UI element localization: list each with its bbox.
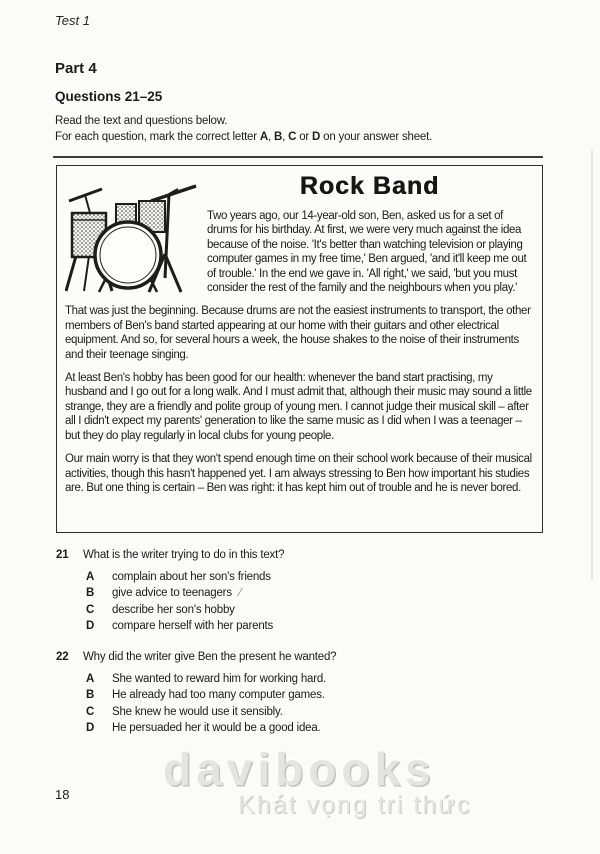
instruction-text: For each question, mark the correct letter [55, 131, 260, 143]
instruction-line-2: For each question, mark the correct letter A, B, C or D on your answer sheet. [55, 131, 433, 143]
option-21-b [86, 585, 538, 601]
option-letter: A [86, 673, 95, 685]
option-letter: A [86, 571, 95, 583]
part-heading: Part 4 [55, 60, 97, 77]
drum-kit-icon [65, 178, 199, 296]
watermark-brand: davibooks [163, 743, 436, 795]
passage-box [56, 165, 543, 533]
separator-rule [53, 156, 543, 158]
option-22-a [86, 671, 538, 687]
option-22-c [86, 704, 538, 720]
options-list [86, 569, 538, 634]
running-head: Test 1 [55, 13, 90, 28]
question-text: What is the writer trying to do in this text? [83, 549, 285, 561]
option-21-a [86, 569, 538, 585]
letter-b-bold: B [274, 131, 283, 143]
letter-d-bold: D [312, 131, 321, 143]
option-text: She wanted to reward him for working hard. [112, 673, 327, 685]
watermark-tagline: Khát vọng tri thức [238, 791, 472, 819]
letter-c-bold: C [288, 131, 297, 143]
option-22-d [86, 720, 538, 736]
option-text: She knew he would use it sensibly. [112, 705, 283, 718]
letter-a-bold: A [259, 131, 268, 143]
option-text: give advice to teenagers [112, 587, 232, 600]
question-22 [56, 651, 538, 736]
option-text: describe her son's hobby [112, 603, 235, 616]
option-21-d [86, 618, 538, 634]
passage-title: Rock Band [299, 172, 440, 200]
scan-edge-artifact [591, 150, 593, 580]
option-text: compare herself with her parents [112, 619, 274, 632]
option-22-b [86, 687, 538, 703]
option-letter: B [86, 689, 95, 702]
passage-paragraph-2: That was just the beginning. Because drums are not the easiest instruments to transport, the other members of Ben's band started appearing at our home with their guitars and other electrical equipment. And so, for several hours a week, the house shakes to the noise of their instruments and their teenage singing. [65, 305, 531, 361]
option-text: complain about her son's friends [112, 571, 271, 583]
option-letter: C [86, 705, 95, 718]
option-text: He persuaded her it would be a good idea. [112, 721, 321, 734]
passage-paragraph-1: Two years ago, our 14-year-old son, Ben, asked us for a set of drums for his birthday. At first, we were very much against the idea because of the noise. 'It's better than watching television or playing computer games in my free time,' Ben argued, 'and it'll keep me out of trouble.' In the end we gave in. 'All right,' we said, 'but you must consider the rest of the family and the neighbours when you play.' [207, 210, 527, 295]
option-letter: B [86, 587, 95, 600]
option-text: He already had too many computer games. [112, 689, 325, 702]
option-letter: C [86, 603, 95, 616]
option-letter: D [86, 619, 95, 632]
pencil-slash-mark: / [237, 587, 242, 600]
instruction-line-1: Read the text and questions below. [55, 115, 228, 127]
question-text: Why did the writer give Ben the present he wanted? [83, 651, 337, 663]
question-number: 21 [56, 549, 69, 561]
question-21 [56, 549, 538, 634]
question-number: 22 [56, 651, 69, 663]
page-number: 18 [55, 787, 70, 802]
passage-paragraph-3: At least Ben's hobby has been good for our health: whenever the band start practising, my husband and I go out for a long walk. And I must admit that, although their music may sound a little strange, they are a friendly and polite group of young men. I cannot judge their musical skill – after all I didn't expect my parents' generation to like the same music as I did when I was a teenager – but they do play regularly in local clubs for young people. [65, 372, 532, 442]
options-list [86, 671, 538, 736]
questions-range-heading: Questions 21–25 [55, 89, 163, 104]
option-21-c [86, 602, 538, 618]
passage-paragraph-4: Our main worry is that they won't spend enough time on their school work because of their musical activities, though this hasn't happened yet. I am always stressing to Ben how important his studies are. But one thing is certain – Ben was right: it has kept him out of trouble and he is never bored. [65, 453, 532, 494]
option-letter: D [86, 721, 95, 734]
